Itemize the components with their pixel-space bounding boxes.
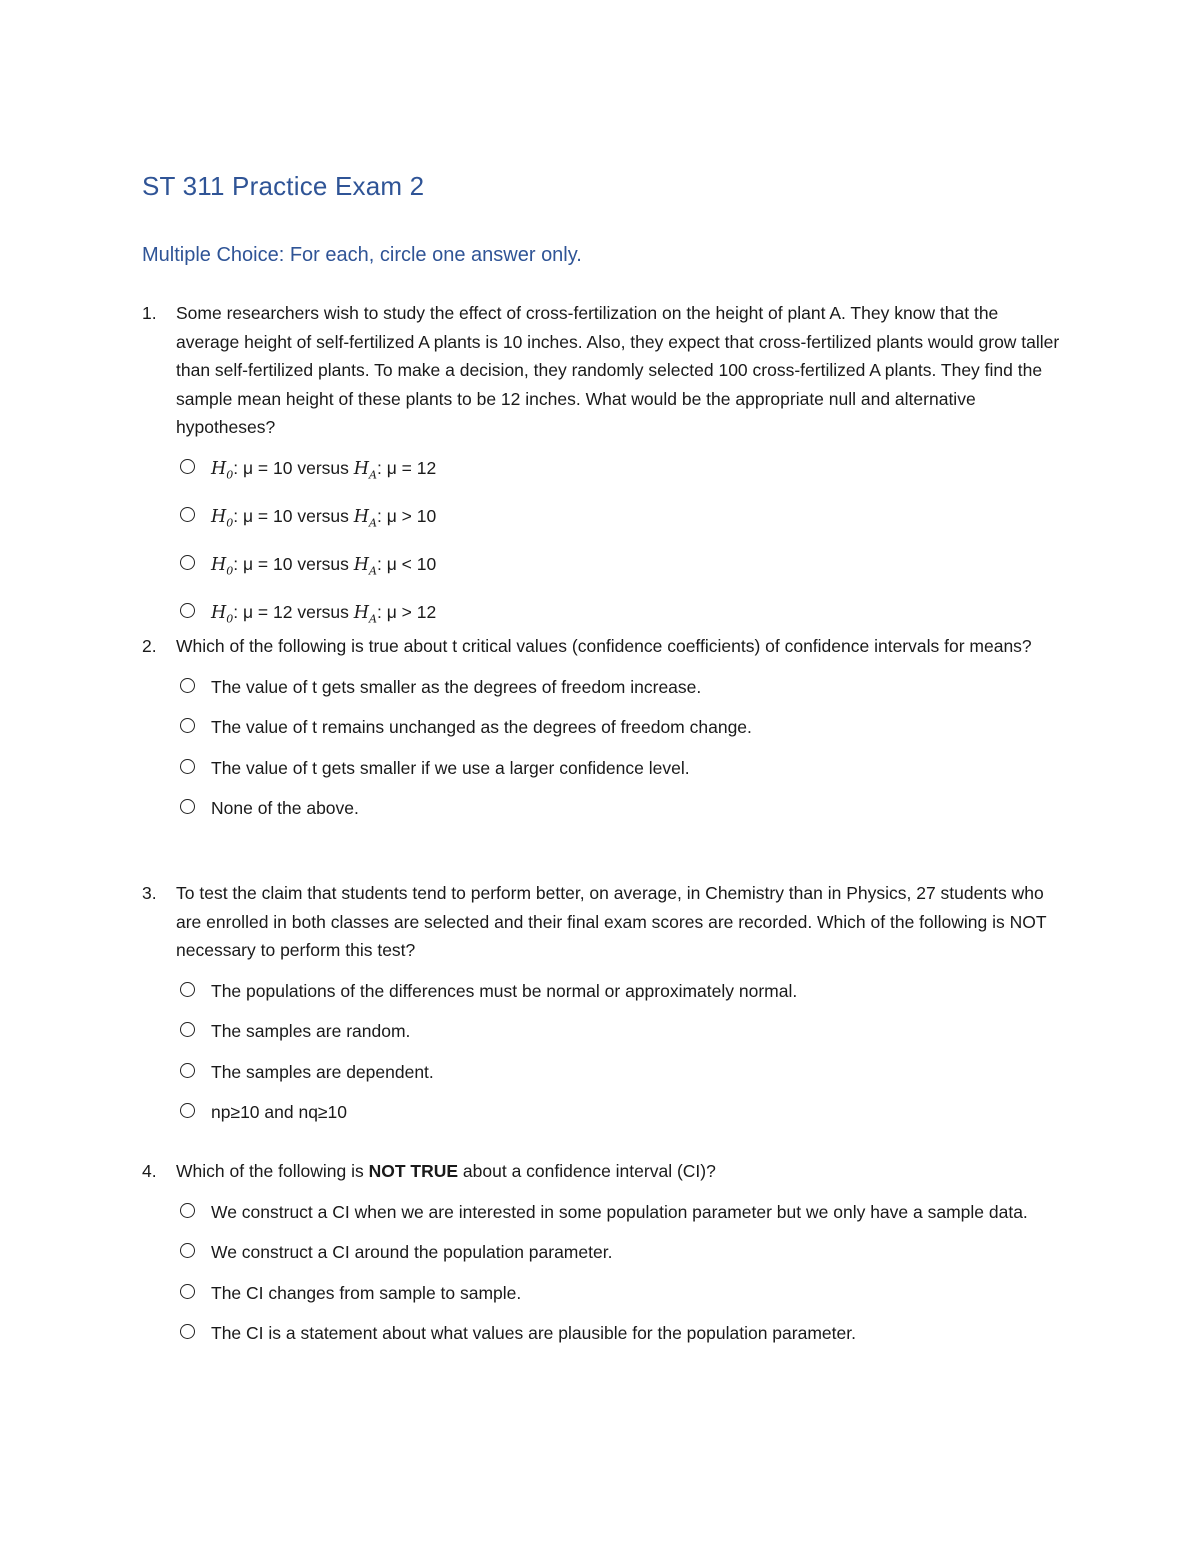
question-number: 1. (142, 303, 157, 323)
question-3 (142, 879, 1062, 1139)
null-hypothesis-symbol: H (211, 458, 227, 479)
answer-option-a[interactable] (180, 454, 1062, 490)
alt-hypothesis-subscript: A (369, 564, 377, 577)
null-hypothesis-subscript: 0 (226, 516, 234, 529)
radio-button[interactable] (180, 759, 195, 774)
option-text: The value of t gets smaller as the degrees of freedom increase. (211, 676, 702, 697)
radio-button[interactable] (180, 1284, 195, 1299)
answer-option-c[interactable] (180, 1058, 1062, 1086)
option-text: The value of t remains unchanged as the degrees of freedom change. (211, 717, 752, 737)
answer-option-b[interactable] (180, 1017, 1062, 1045)
null-hypothesis-symbol: H (211, 554, 227, 575)
radio-button[interactable] (180, 1324, 195, 1339)
answer-option-d[interactable] (180, 1098, 1062, 1126)
option-text: The samples are dependent. (211, 1061, 434, 1082)
radio-button[interactable] (180, 1203, 195, 1218)
radio-button[interactable] (180, 459, 195, 474)
question-number: 3. (142, 883, 157, 903)
question-4 (142, 1157, 1062, 1360)
answer-options (180, 454, 1062, 634)
answer-option-b[interactable] (180, 1238, 1062, 1266)
radio-button[interactable] (180, 1103, 195, 1118)
question-text: Which of the following is true about t critical values (confidence coefficients) of confidence intervals for means? (176, 636, 1032, 656)
null-hypothesis-symbol: H (211, 602, 227, 623)
question-text: To test the claim that students tend to perform better, on average, in Chemistry than in Physics, 27 students who are enrolled in both classes are selected and their final exam scores are recorded. Which of the following is NOT necessary to perform this test? (176, 883, 1047, 960)
option-text: : μ = 10 versus (233, 553, 354, 574)
question-text: Some researchers wish to study the effect of cross-fertilization on the height of plant A. They know that the average height of self-fertilized A plants is 10 inches. Also, they expect that cross-fertilized plants would grow taller than self-fertilized plants. To make a decision, they randomly selected 100 cross-fertilized A plants. They find the sample mean height of these plants to be 12 inches. What would be the appropriate null and alternative hypotheses? (176, 303, 1060, 437)
alt-hypothesis-symbol: H (353, 506, 370, 527)
radio-button[interactable] (180, 603, 195, 618)
option-text: The samples are random. (211, 1021, 411, 1041)
option-text: The populations of the differences must be normal or approximately normal. (211, 980, 798, 1001)
option-text: The value of t gets smaller if we use a larger confidence level. (211, 757, 690, 778)
answer-options (180, 1198, 1062, 1348)
answer-option-c[interactable] (180, 754, 1062, 782)
answer-option-b[interactable] (180, 713, 1062, 741)
answer-options (180, 977, 1062, 1127)
answer-option-a[interactable] (180, 1198, 1062, 1226)
null-hypothesis-symbol: H (211, 506, 227, 527)
radio-button[interactable] (180, 1022, 195, 1037)
radio-button[interactable] (180, 507, 195, 522)
option-text: : μ = 12 (376, 457, 437, 478)
alt-hypothesis-symbol: H (353, 602, 370, 623)
answer-option-c[interactable] (180, 550, 1062, 586)
radio-button[interactable] (180, 1243, 195, 1258)
question-number: 2. (142, 636, 157, 656)
answer-option-a[interactable] (180, 673, 1062, 701)
radio-button[interactable] (180, 799, 195, 814)
exam-title: ST 311 Practice Exam 2 (142, 171, 425, 201)
option-text: : μ = 10 versus (233, 505, 354, 526)
null-hypothesis-subscript: 0 (226, 468, 234, 481)
radio-button[interactable] (180, 982, 195, 997)
question-1 (142, 299, 1062, 646)
answer-option-d[interactable] (180, 1319, 1062, 1347)
radio-button[interactable] (180, 555, 195, 570)
instructions-heading: Multiple Choice: For each, circle one answer only. (142, 244, 582, 266)
option-text: : μ = 10 versus (233, 457, 354, 478)
option-text: The CI changes from sample to sample. (211, 1282, 522, 1303)
question-2 (142, 632, 1062, 835)
question-text: Which of the following is NOT TRUE about a confidence interval (CI)? (176, 1161, 716, 1181)
option-text: None of the above. (211, 798, 359, 818)
question-number: 4. (142, 1161, 157, 1181)
option-text: : μ > 10 (376, 505, 437, 526)
option-text: We construct a CI around the population parameter. (211, 1242, 613, 1262)
answer-option-c[interactable] (180, 1279, 1062, 1307)
option-text: : μ < 10 (376, 553, 437, 574)
emphasis-not-true: NOT TRUE (368, 1161, 459, 1181)
alt-hypothesis-symbol: H (353, 554, 370, 575)
alt-hypothesis-subscript: A (369, 468, 377, 481)
alt-hypothesis-subscript: A (369, 516, 377, 529)
answer-option-d[interactable] (180, 598, 1062, 634)
option-text: The CI is a statement about what values are plausible for the population parameter. (211, 1323, 856, 1343)
option-text: We construct a CI when we are interested in some population parameter but we only have a sample data. (211, 1201, 1028, 1222)
radio-button[interactable] (180, 678, 195, 693)
option-text: : μ > 12 (376, 601, 437, 622)
answer-option-d[interactable] (180, 794, 1062, 822)
answer-option-a[interactable] (180, 977, 1062, 1005)
answer-options (180, 673, 1062, 823)
alt-hypothesis-symbol: H (353, 458, 370, 479)
option-text: : μ = 12 versus (233, 601, 354, 622)
radio-button[interactable] (180, 718, 195, 733)
null-hypothesis-subscript: 0 (226, 612, 234, 625)
null-hypothesis-subscript: 0 (226, 564, 234, 577)
radio-button[interactable] (180, 1063, 195, 1078)
alt-hypothesis-subscript: A (369, 612, 377, 625)
answer-option-b[interactable] (180, 502, 1062, 538)
option-text: np≥10 and nq≥10 (211, 1102, 347, 1122)
